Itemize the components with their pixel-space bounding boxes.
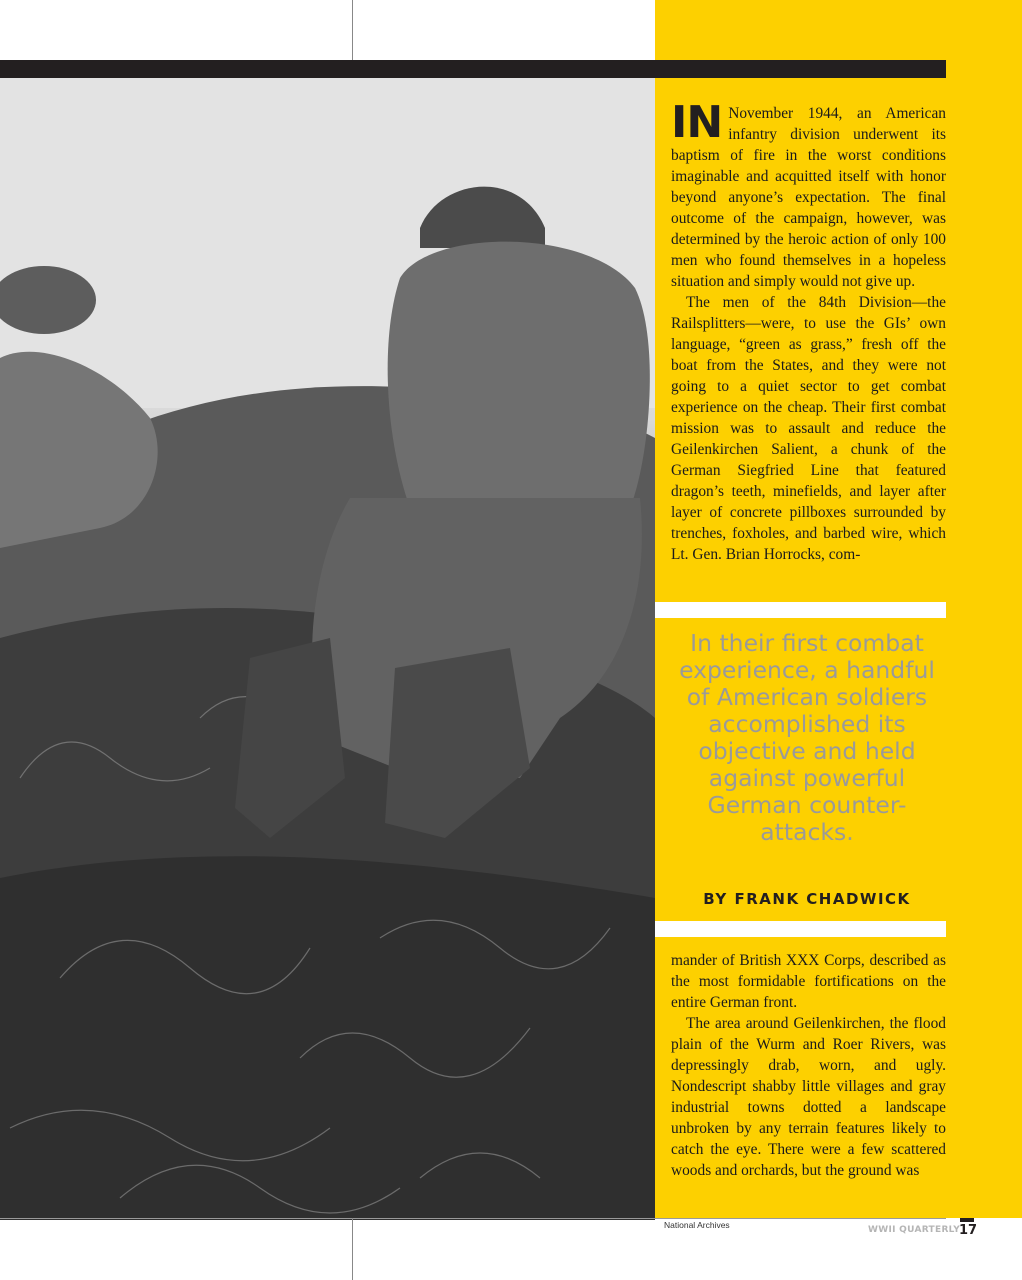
pull-quote: In their first combat experience, a handful of American soldiers accomplished its objective and held against powerful German counter-attacks.	[679, 629, 935, 846]
photo-illustration	[0, 78, 655, 1220]
header-bar	[0, 60, 946, 78]
magazine-name: WWII QUARTERLY	[868, 1225, 961, 1235]
crop-mark-bottom	[352, 1218, 353, 1280]
crop-mark-top	[352, 0, 353, 60]
paragraph-text: November 1944, an American infantry division underwent its baptism of fire in the worst conditions imaginable and acquitted itself with honor beyond anyone’s expectation. The final outcome of the campaign, however, was determined by the heroic action of only 100 men who found themselves in a hopeless situation and simply would not give up.	[671, 105, 946, 290]
pullquote-rule-top	[655, 602, 946, 618]
paragraph: The men of the 84th Division—the Railsplitters—were, to use the GIs’ own language, “green as grass,” fresh off the boat from the States, and they were not going to a quiet sector to get combat experience on the cheap. Their first combat mission was to assault and reduce the Geilenkirchen Salient, a chunk of the German Siegfried Line that featured dragon’s teeth, minefields, and layer after layer of concrete pillboxes surrounded by trenches, foxholes, and barbed wire, which Lt. Gen. Brian Horrocks, com-	[671, 294, 946, 563]
pullquote-rule-bottom	[655, 921, 946, 937]
byline: BY FRANK CHADWICK	[703, 890, 911, 908]
page-number-bar	[960, 1218, 974, 1222]
paragraph	[671, 97, 946, 292]
photo-credit: National Archives	[664, 1220, 730, 1230]
drop-cap: IN	[671, 97, 723, 148]
article-column-top	[671, 97, 946, 565]
paragraph: The area around Geilenkirchen, the flood plain of the Wurm and Roer Rivers, was depressingly drab, worn, and ugly. Nondescript shabby little villages and gray industrial towns dotted a landscape unbroken by any terrain features likely to catch the eye. There were a few scattered woods and orchards, but the ground was	[671, 1015, 946, 1179]
footer-rule	[0, 1218, 946, 1219]
soldiers-photo	[0, 78, 655, 1220]
page-number: 17	[959, 1223, 978, 1238]
article-column-bottom	[671, 950, 946, 1181]
paragraph: mander of British XXX Corps, described as the most formidable fortifications on the entire German front.	[671, 952, 946, 1011]
